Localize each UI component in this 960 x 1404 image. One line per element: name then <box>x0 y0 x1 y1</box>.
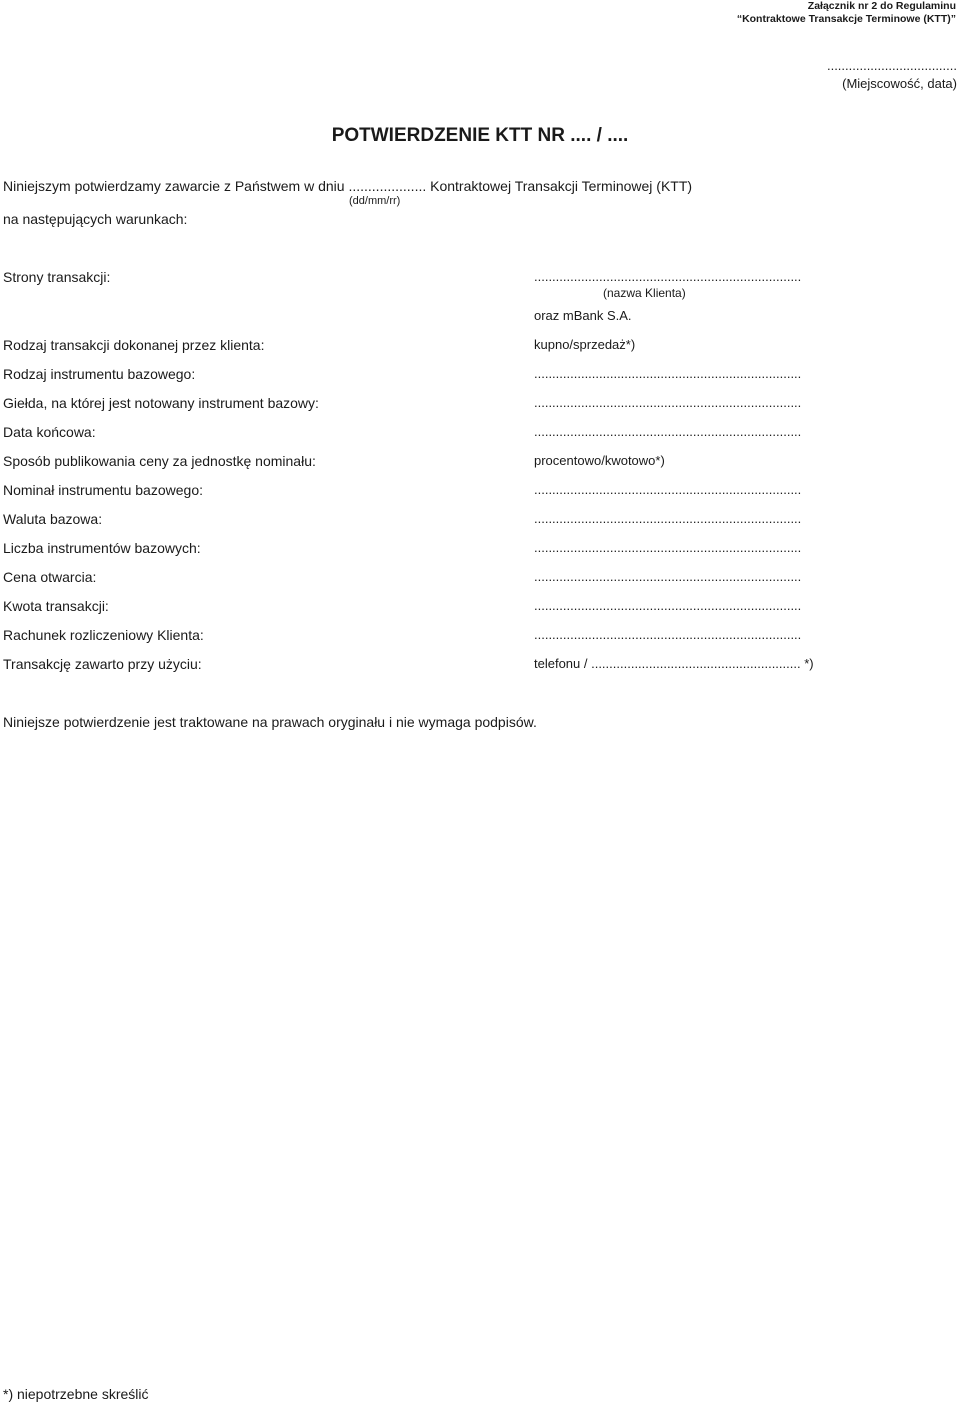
footnote: *) niepotrzebne skreślić <box>3 1386 149 1402</box>
field-value: kupno/sprzedaż*) <box>534 337 636 352</box>
intro-line2: na następujących warunkach: <box>3 211 188 227</box>
field-label: Liczba instrumentów bazowych: <box>3 540 201 556</box>
place-date-label: (Miejscowość, data) <box>842 76 957 91</box>
validity-note: Niniejsze potwierdzenie jest traktowane na prawach oryginału i nie wymaga podpisów. <box>3 714 537 730</box>
field-value: .......................................................................... <box>534 598 802 613</box>
attachment-header-line1: Załącznik nr 2 do Regulaminu <box>807 0 956 12</box>
field-label: Giełda, na której jest notowany instrument bazowy: <box>3 395 319 411</box>
field-label: Waluta bazowa: <box>3 511 103 527</box>
intro-date-hint: (dd/mm/rr) <box>349 195 401 207</box>
field-label: Rodzaj transakcji dokonanej przez klienta: <box>3 337 265 353</box>
field-label: Cena otwarcia: <box>3 569 97 585</box>
field-value: .......................................................................... <box>534 482 802 497</box>
parties-client-field: .......................................................................... <box>534 269 802 284</box>
field-value: .......................................................................... <box>534 569 802 584</box>
attachment-header-line2: “Kontraktowe Transakcje Terminowe (KTT)” <box>736 13 956 25</box>
field-label: Transakcję zawarto przy użyciu: <box>3 656 202 672</box>
parties-label: Strony transakcji: <box>3 269 111 285</box>
field-value: telefonu / .......................................................... *) <box>534 656 814 671</box>
document-title: POTWIERDZENIE KTT NR .... / .... <box>331 125 629 146</box>
client-name-hint: (nazwa Klienta) <box>603 286 686 300</box>
field-value: procentowo/kwotowo*) <box>534 453 665 468</box>
field-label: Nominał instrumentu bazowego: <box>3 482 203 498</box>
intro-line1: Niniejszym potwierdzamy zawarcie z Państwem w dniu .................... Kontraktowej Transakcji Terminowej (KTT) <box>3 178 693 194</box>
field-label: Kwota transakcji: <box>3 598 109 614</box>
field-value: .......................................................................... <box>534 627 802 642</box>
field-value: .......................................................................... <box>534 540 802 555</box>
field-label: Data końcowa: <box>3 424 96 440</box>
field-label: Rodzaj instrumentu bazowego: <box>3 366 196 382</box>
field-value: .......................................................................... <box>534 424 802 439</box>
field-value: .......................................................................... <box>534 395 802 410</box>
field-label: Sposób publikowania ceny za jednostkę nominału: <box>3 453 316 469</box>
parties-bank: oraz mBank S.A. <box>534 308 632 323</box>
field-value: .......................................................................... <box>534 366 802 381</box>
place-date-field: .................................... <box>826 58 957 73</box>
field-value: .......................................................................... <box>534 511 802 526</box>
field-label: Rachunek rozliczeniowy Klienta: <box>3 627 204 643</box>
